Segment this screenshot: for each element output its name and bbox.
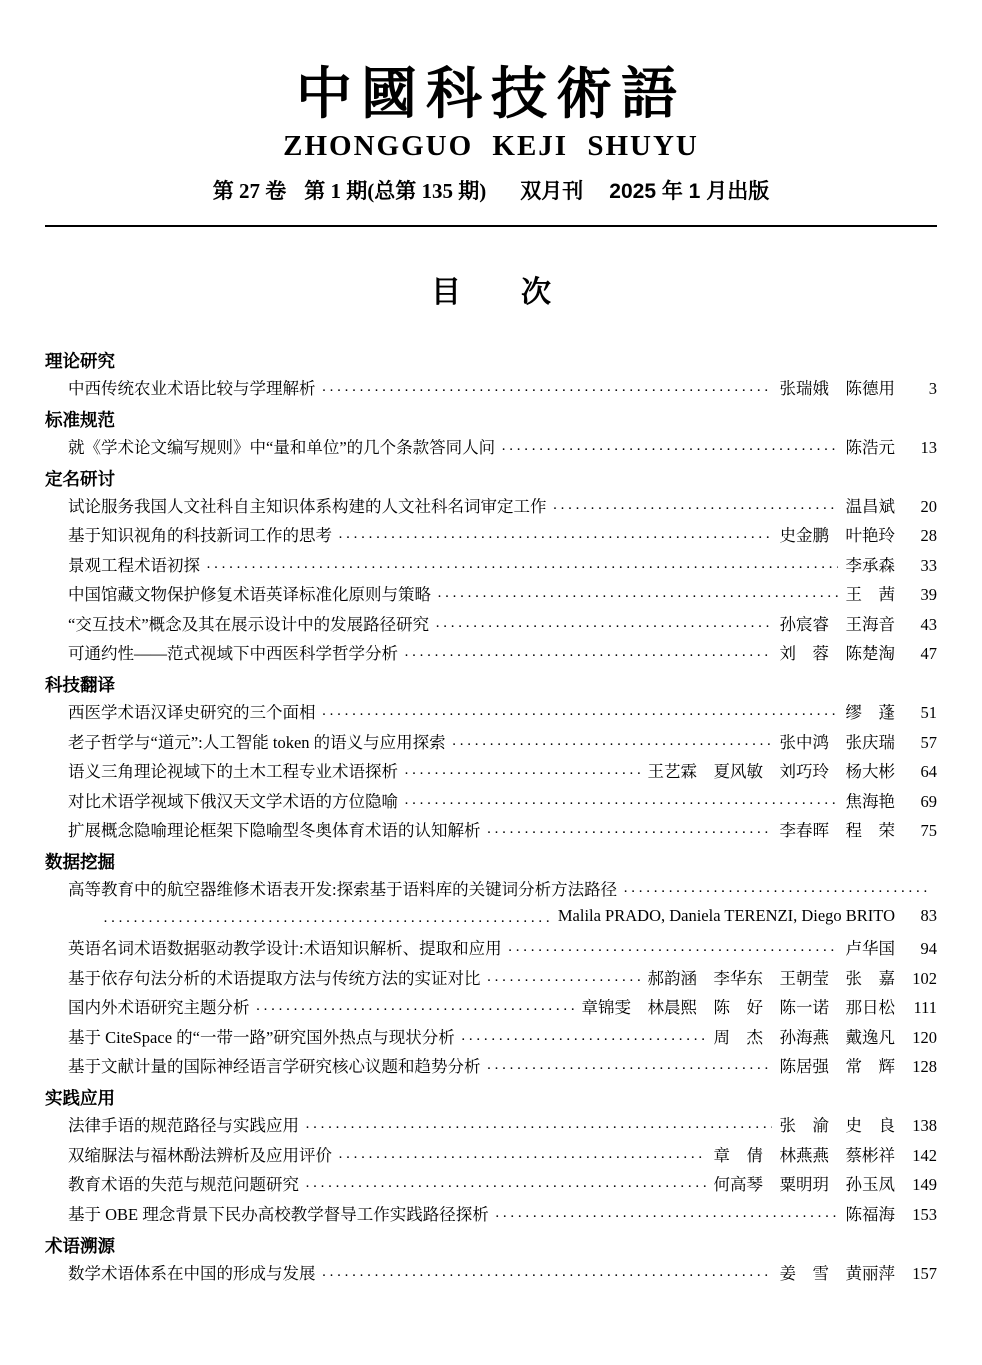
dot-leader <box>322 1265 772 1285</box>
entry-page-number: 149 <box>912 1175 937 1195</box>
entry-title: 基于知识视角的科技新词工作的思考 <box>68 526 332 546</box>
toc-entry <box>45 522 937 552</box>
entry-title: 教育术语的失范与规范问题研究 <box>68 1175 299 1195</box>
entry-page-number: 28 <box>920 526 937 546</box>
dot-leader <box>487 822 772 842</box>
entry-title: 基于文献计量的国际神经语言学研究核心议题和趋势分析 <box>68 1057 481 1077</box>
entry-authors: 姜 雪 黄丽萍 <box>779 1263 895 1283</box>
toc-entry <box>45 729 937 759</box>
toc-section-header: 定名研讨 <box>45 468 115 489</box>
entry-authors: 陈浩元 <box>845 437 895 457</box>
entry-authors: 章 倩 林燕燕 蔡彬祥 <box>713 1145 895 1165</box>
toc-entry <box>45 994 937 1024</box>
dot-leader <box>305 1117 772 1137</box>
toc-entry <box>45 758 937 788</box>
entry-page-number: 94 <box>920 939 937 959</box>
dot-leader <box>338 1147 706 1167</box>
dot-leader <box>338 527 772 547</box>
toc-entry <box>45 1024 937 1054</box>
entry-page-number: 153 <box>912 1204 937 1224</box>
publish-date-label: 2025 年 1 月出版 <box>609 180 770 204</box>
issue-number-label: 第 1 期(总第 135 期) <box>304 179 487 204</box>
toc-entry <box>45 1112 937 1142</box>
entry-page-number: 39 <box>920 585 937 605</box>
toc-entry <box>45 817 937 847</box>
entry-title: 双缩脲法与福林酚法辨析及应用评价 <box>68 1145 332 1165</box>
entry-page-number: 43 <box>920 614 937 634</box>
entry-title: 景观工程术语初探 <box>68 555 200 575</box>
entry-authors: 焦海艳 <box>845 791 895 811</box>
entry-authors: 李承森 <box>845 555 895 575</box>
toc-entry <box>45 434 937 464</box>
entry-page-number: 138 <box>912 1116 937 1136</box>
entry-title: 数学术语体系在中国的形成与发展 <box>68 1263 316 1283</box>
dot-leader <box>501 439 837 459</box>
entry-authors: 郝韵涵 李华东 王朝莹 张 嘉 <box>647 968 895 988</box>
entry-title: 中西传统农业术语比较与学理解析 <box>68 378 316 398</box>
entry-page-number: 13 <box>920 437 937 457</box>
entry-page-number: 128 <box>912 1057 937 1077</box>
dot-leader <box>206 557 838 577</box>
entry-authors: 何高琴 粟明玥 孙玉凤 <box>713 1175 895 1195</box>
entry-page-number: 102 <box>912 968 937 988</box>
entry-page-number: 51 <box>920 703 937 723</box>
entry-page-number: 64 <box>920 762 937 782</box>
entry-page-number: 142 <box>912 1145 937 1165</box>
toc-section-header: 标准规范 <box>45 409 115 430</box>
entry-title: 西医学术语汉译史研究的三个面相 <box>68 703 316 723</box>
journal-title-pinyin: ZHONGGUO KEJI SHUYU <box>283 130 699 163</box>
toc-section-header: 理论研究 <box>45 350 115 371</box>
toc-entry <box>45 1053 937 1083</box>
dot-leader <box>305 1176 706 1196</box>
toc-entry <box>45 876 937 906</box>
entry-page-number: 157 <box>912 1263 937 1283</box>
dot-leader <box>404 645 772 665</box>
entry-authors: 卢华国 <box>845 939 895 959</box>
dot-leader <box>553 498 838 518</box>
toc-section-header: 科技翻译 <box>45 675 115 696</box>
toc-entry <box>45 1260 937 1290</box>
toc-list <box>45 345 937 1289</box>
toc-entry <box>45 935 937 965</box>
dot-leader <box>508 940 838 960</box>
entry-page-number: 33 <box>920 555 937 575</box>
entry-page-number: 3 <box>928 378 937 398</box>
dot-leader <box>256 999 574 1019</box>
journal-title-calligraphy: 中國科技術語 <box>296 61 686 127</box>
entry-title: 就《学术论文编写规则》中“量和单位”的几个条款答同人问 <box>68 437 496 457</box>
dot-leader <box>322 704 838 724</box>
entry-authors: 陈福海 <box>845 1204 895 1224</box>
toc-entry <box>45 788 937 818</box>
dot-leader <box>404 763 640 783</box>
entry-title: 对比术语学视域下俄汉天文学术语的方位隐喻 <box>68 791 398 811</box>
entry-authors: 周 杰 孙海燕 戴逸凡 <box>713 1027 895 1047</box>
entry-authors: 张 渝 史 良 <box>779 1116 895 1136</box>
toc-entry <box>45 493 937 523</box>
issue-info-line <box>0 175 982 205</box>
dot-leader <box>452 734 772 754</box>
entry-authors: 刘 蓉 陈楚淘 <box>779 644 895 664</box>
entry-page-number: 83 <box>920 905 937 925</box>
entry-page-number: 47 <box>920 644 937 664</box>
toc-entry-continuation <box>45 906 937 936</box>
toc-entry <box>45 699 937 729</box>
entry-page-number: 111 <box>913 998 937 1018</box>
entry-authors: Malila PRADO, Daniela TERENZI, Diego BRITO <box>557 905 895 925</box>
toc-section-header: 实践应用 <box>45 1088 115 1109</box>
entry-title: 基于 CiteSpace 的“一带一路”研究国外热点与现状分析 <box>68 1027 455 1047</box>
entry-title: 可通约性——范式视域下中西医科学哲学分析 <box>68 644 398 664</box>
entry-title: 试论服务我国人文社科自主知识体系构建的人文社科名词审定工作 <box>68 496 547 516</box>
volume-label: 第 27 卷 <box>212 179 287 204</box>
dot-leader <box>487 1058 772 1078</box>
dot-leader <box>487 970 640 990</box>
entry-authors: 孙宸睿 王海音 <box>779 614 895 634</box>
dot-leader <box>404 793 838 813</box>
toc-entry <box>45 375 937 405</box>
entry-title: 中国馆藏文物保护修复术语英译标准化原则与策略 <box>68 585 431 605</box>
header-divider <box>45 225 937 227</box>
toc-entry <box>45 1142 937 1172</box>
toc-section-header: 术语溯源 <box>45 1235 115 1256</box>
entry-title: 国内外术语研究主题分析 <box>68 998 250 1018</box>
entry-authors: 李春晖 程 荣 <box>779 821 895 841</box>
toc-entry <box>45 552 937 582</box>
entry-authors: 张中鸿 张庆瑞 <box>779 732 895 752</box>
toc-heading: 目 次 <box>431 276 551 310</box>
frequency-label: 双月刊 <box>520 180 584 204</box>
entry-authors: 张瑞娥 陈德用 <box>779 378 895 398</box>
entry-title: 法律手语的规范路径与实践应用 <box>68 1116 299 1136</box>
dot-leader <box>461 1029 706 1049</box>
entry-title: 老子哲学与“道元”:人工智能 token 的语义与应用探索 <box>68 732 446 752</box>
entry-page-number: 75 <box>920 821 937 841</box>
toc-entry <box>45 1201 937 1231</box>
dot-leader <box>623 881 929 901</box>
dot-leader <box>322 380 772 400</box>
entry-title: “交互技术”概念及其在展示设计中的发展路径研究 <box>68 614 430 634</box>
entry-page-number: 120 <box>912 1027 937 1047</box>
toc-entry <box>45 965 937 995</box>
entry-authors: 缪 蓬 <box>845 703 895 723</box>
entry-title: 基于依存句法分析的术语提取方法与传统方法的实证对比 <box>68 968 481 988</box>
entry-page-number: 57 <box>920 732 937 752</box>
entry-authors: 史金鹏 叶艳玲 <box>779 526 895 546</box>
entry-authors: 温昌斌 <box>845 496 895 516</box>
entry-title: 英语名词术语数据驱动教学设计:术语知识解析、提取和应用 <box>68 939 502 959</box>
entry-title: 基于 OBE 理念背景下民办高校教学督导工作实践路径探析 <box>68 1204 489 1224</box>
toc-entry <box>45 640 937 670</box>
entry-title: 扩展概念隐喻理论框架下隐喻型冬奥体育术语的认知解析 <box>68 821 481 841</box>
toc-entry <box>45 581 937 611</box>
entry-authors: 王 茜 <box>845 585 895 605</box>
entry-page-number: 69 <box>920 791 937 811</box>
toc-section-header: 数据挖掘 <box>45 852 115 873</box>
dot-leader <box>103 911 550 931</box>
toc-entry <box>45 1171 937 1201</box>
entry-authors: 陈居强 常 辉 <box>779 1057 895 1077</box>
entry-page-number: 20 <box>920 496 937 516</box>
entry-title: 语义三角理论视域下的土木工程专业术语探析 <box>68 762 398 782</box>
entry-authors: 章锦雯 林晨熙 陈 好 陈一诺 那日松 <box>581 998 895 1018</box>
toc-entry <box>45 611 937 641</box>
entry-title: 高等教育中的航空器维修术语表开发:探索基于语料库的关键词分析方法路径 <box>68 880 618 900</box>
dot-leader <box>435 616 771 636</box>
entry-authors: 王艺霖 夏风敏 刘巧玲 杨大彬 <box>647 762 895 782</box>
masthead <box>0 0 982 205</box>
dot-leader <box>495 1206 838 1226</box>
dot-leader <box>437 586 838 606</box>
